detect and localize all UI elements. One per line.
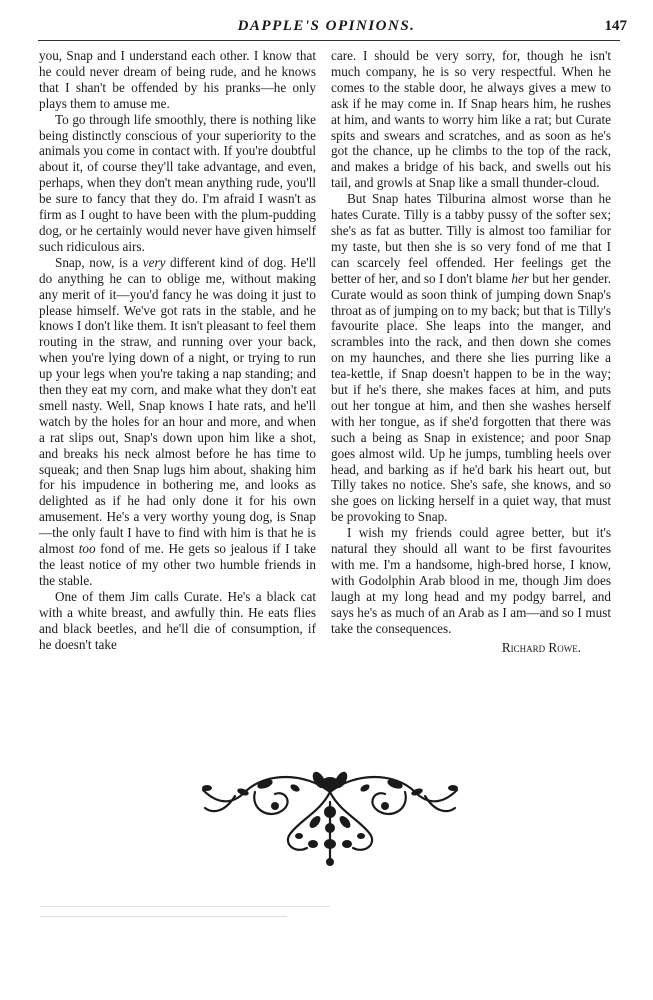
text-run: but her gender. Curate would as soon think of jumping down Snap's throat as of jumping on to my back; but that is Tilly's favourite place. She leaps into the manger, and scrambles into the rack, and then down she comes on my haunches, and there she lies purring like a tea-kettle, if Snap doesn't happen to be in the way; but if he's there, she makes faces at him, and puts out her tongue at him, and then she washes herself with her tongue, as if she'd forgotten that there was such a being as Snap in existence; and poor Snap goes almost wild. Up he jumps, tumbling heels over head, and barking as if he'd bark his heart out, but Tilly takes no notice. She's safe, she knows, and so she goes on licking herself in a quiet way, that must be provoking to Snap. bbox=[331, 270, 611, 525]
paragraph bbox=[331, 191, 611, 525]
page-number: 147 bbox=[604, 18, 627, 34]
running-title: DAPPLE'S OPINIONS. bbox=[237, 18, 416, 34]
paragraph: you, Snap and I understand each other. I know that he could never dream of being rude, and he knows that I shan't be offended by his pranks—he only plays them to amuse me. bbox=[39, 48, 316, 111]
faint-bleed-through bbox=[40, 906, 330, 926]
paragraph: One of them Jim calls Curate. He's a black cat with a white breast, and awfully thin. He eats flies and black beetles, and he'll die of consumption, if he doesn't take bbox=[39, 588, 316, 652]
left-column bbox=[39, 48, 316, 652]
text-run: Snap, now, is a bbox=[55, 254, 143, 270]
author-signature: Richard Rowe. bbox=[501, 639, 581, 655]
text-run: But Snap hates Tilburina almost worse than he hates Curate. Tilly is a tabby pussy of the softer sex; she's as fat as butter. Tilly is almost too familiar for my taste, but then she is so very fond of me that I can scarcely feel offended. Her feelings get the better of her, and so I don't blame bbox=[331, 191, 611, 286]
emphasis: too bbox=[78, 541, 96, 557]
paragraph bbox=[39, 255, 316, 589]
paragraph: I wish my friends could agree better, but it's natural they should all want to be first favourites with me. I'm a handsome, high-bred horse, I know, with Godolphin Arab blood in me, though Jim does laugh at my long head and my podgy barrel, and says he's as much of an Arab as I am—and so I must take the consequences. bbox=[331, 525, 611, 636]
running-head bbox=[0, 18, 653, 38]
paragraph: care. I should be very sorry, for, though he isn't much company, he is so very respectful. When he comes to the stable door, he always gives a mew to ask if he may come in. If Snap hears him, he rushes at him, and wants to worry him like a rat; but Curate spits and swears and scratches, and as soon as he's got the chance, up he climbs to the top of the rack, and makes a bridge of his back, and swells out his tail, and growls at Snap like a small thunder-cloud. bbox=[331, 48, 611, 191]
right-column bbox=[331, 48, 611, 655]
paragraph: To go through life smoothly, there is nothing like being distinctly conscious of your superiority to the animals you come in contact with. If you're doubtful about it, of course they'll take advantage, and even, perhaps, when they don't mean anything rude, you'll be sure to fancy that they do. I'm afraid I wasn't as firm as I ought to have been with the plum-pudding dog, or he certainly would never have given himself such ridiculous airs. bbox=[39, 111, 316, 254]
text-run: different kind of dog. He'll do anything he can to oblige me, without making any merit of it—you'd fancy he was doing it just to please himself. We've got rats in the stable, and he knows I don't like them. It isn't pleasant to feel them routing in the straw, and running over your back, when you're lying down of a night, or trying to run up your legs when you're taking a nap standing; and then they eat my corn, and make what they don't eat smell nasty. Well, Snap knows I hate rats, and he'll watch by the holes for an hour and more, and when a rat slips out, Snap's down upon him like a shot, and breaks his neck almost before he has time to squeak; and then Snap lugs him about, shaking him for his impudence in bothering me, and looks as delighted as if he had only done it for his own amusement. He's a very worthy young dog, is Snap—the only fault I have to find with him is that he is almost bbox=[39, 254, 316, 557]
header-rule bbox=[38, 40, 620, 41]
text-run: fond of me. He gets so jealous if I take the least notice of my other two humble friends in the stable. bbox=[39, 541, 316, 588]
emphasis: her bbox=[511, 270, 529, 286]
floral-tailpiece-icon bbox=[195, 762, 465, 872]
emphasis: very bbox=[142, 254, 166, 270]
